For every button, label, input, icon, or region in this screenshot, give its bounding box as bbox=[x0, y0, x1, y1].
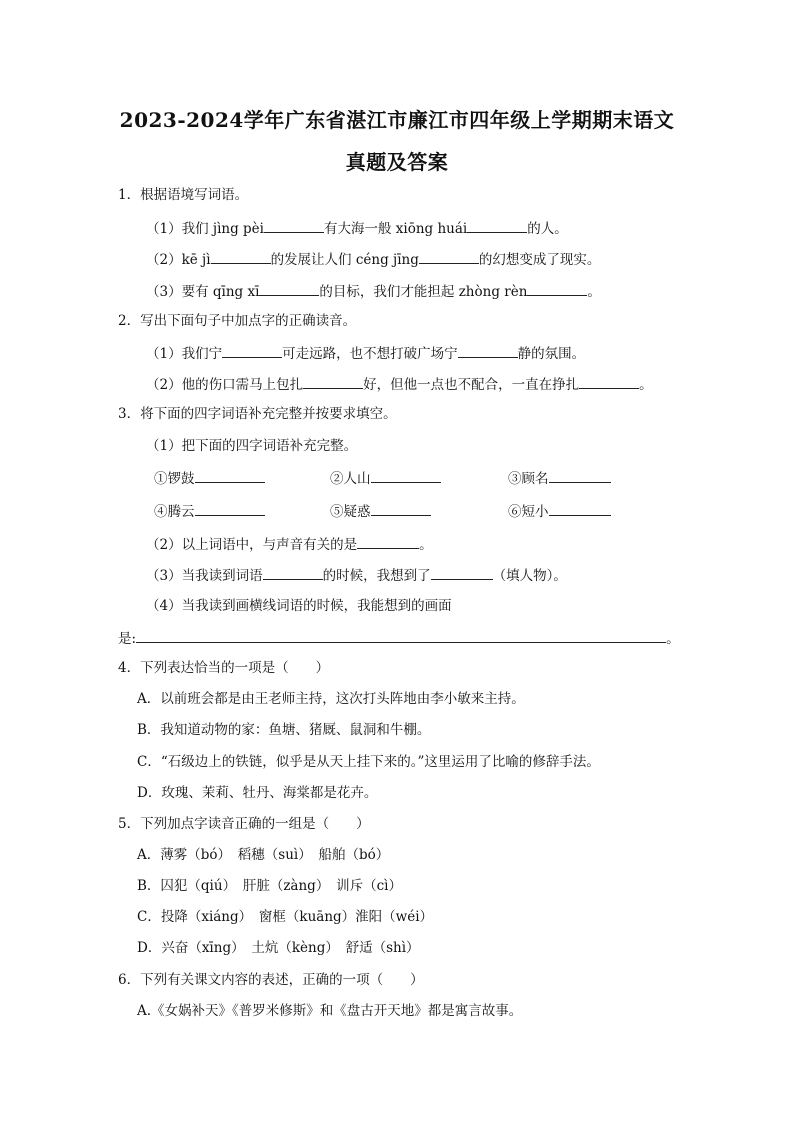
question-1-sub-3 bbox=[146, 281, 601, 301]
q2-s1-text-a: （1）我们宁 bbox=[146, 346, 223, 362]
q3-p3-text-c: （填人物）。 bbox=[492, 568, 567, 584]
idiom-item-3 bbox=[508, 468, 611, 488]
answer-blank[interactable] bbox=[419, 249, 479, 264]
question-4-option-c: C．“石级边上的铁链，似乎是从天上挂下来的。”这里运用了比喻的修辞手法。 bbox=[137, 754, 600, 770]
q1-s3-text-a: （3）要有 qīng xī bbox=[146, 284, 260, 300]
q3-p4b-text-a: 是: bbox=[118, 631, 137, 647]
q1-s2-text-c: 的幻想变成了现实。 bbox=[478, 252, 601, 268]
question-6-stem: 6．下列有关课文内容的表述，正确的一项（ ） bbox=[118, 972, 424, 988]
idiom-item-6 bbox=[508, 501, 611, 521]
document-title-line2: 真题及答案 bbox=[345, 150, 449, 174]
answer-blank[interactable] bbox=[549, 468, 611, 483]
answer-blank[interactable] bbox=[259, 281, 319, 296]
answer-blank[interactable] bbox=[527, 281, 587, 296]
idiom-item-2 bbox=[330, 468, 441, 488]
answer-blank[interactable] bbox=[458, 343, 518, 358]
q1-s1-text-c: 的人。 bbox=[527, 221, 568, 237]
answer-blank[interactable] bbox=[467, 218, 527, 233]
answer-blank[interactable] bbox=[549, 501, 611, 516]
question-4-option-d: D．玫瑰、茉莉、牡丹、海棠都是花卉。 bbox=[137, 785, 378, 801]
question-5-stem: 5．下列加点字读音正确的一组是（ ） bbox=[118, 816, 370, 832]
question-3-part-3 bbox=[146, 565, 567, 585]
question-3-part-4-answer bbox=[118, 628, 680, 648]
answer-blank[interactable] bbox=[195, 468, 265, 483]
idiom-item-text: ⑤疑惑 bbox=[330, 504, 371, 520]
q1-s1-text-b: 有大海一般 xiōng huái bbox=[323, 221, 468, 237]
q1-s3-text-b: 的目标，我们才能担起 zhòng rèn bbox=[319, 284, 528, 300]
q2-s2-text-a: （2）他的伤口需马上包扎 bbox=[146, 377, 304, 393]
q3-p2-text-a: （2）以上词语中，与声音有关的是 bbox=[146, 537, 358, 553]
idiom-item-text: ③顾名 bbox=[508, 471, 549, 487]
answer-blank[interactable] bbox=[579, 374, 639, 389]
question-3-part-2 bbox=[146, 534, 433, 554]
answer-blank[interactable] bbox=[357, 534, 419, 549]
question-6-option-a: A.《女娲补天》《普罗米修斯》和《盘古开天地》都是寓言故事。 bbox=[137, 1003, 523, 1019]
question-3-stem: 3．将下面的四字词语补充完整并按要求填空。 bbox=[118, 406, 397, 422]
answer-blank[interactable] bbox=[211, 249, 271, 264]
q3-p4b-text-b: 。 bbox=[666, 631, 680, 647]
q2-s1-text-c: 静的氛围。 bbox=[517, 346, 586, 362]
idiom-item-text: ①锣鼓 bbox=[154, 471, 195, 487]
question-2-sub-1 bbox=[146, 343, 585, 363]
question-4-option-b: B．我知道动物的家：鱼塘、猪厩、鼠洞和牛棚。 bbox=[137, 722, 431, 738]
question-4-option-a: A．以前班会都是由王老师主持，这次打头阵地由李小敏来主持。 bbox=[137, 691, 525, 707]
question-2-stem: 2．写出下面句子中加点字的正确读音。 bbox=[118, 313, 357, 329]
q1-s2-text-b: 的发展让人们 céng jīng bbox=[270, 252, 419, 268]
q3-p3-text-a: （3）当我读到词语 bbox=[146, 568, 263, 584]
answer-blank[interactable] bbox=[263, 565, 323, 580]
question-3-part-1: （1）把下面的四字词语补充完整。 bbox=[146, 438, 358, 454]
question-4-stem: 4．下列表达恰当的一项是（ ） bbox=[118, 660, 330, 676]
idiom-item-text: ④腾云 bbox=[154, 504, 195, 520]
question-5-option-b: B．囚犯（qiú） 肝脏（zàng） 训斥（cì） bbox=[137, 878, 402, 894]
q1-s3-text-c: 。 bbox=[587, 284, 601, 300]
question-1-sub-2 bbox=[146, 249, 600, 269]
question-5-option-c: C．投降（xiáng） 窗框（kuāng）淮阳（wéi） bbox=[137, 909, 434, 925]
answer-blank[interactable] bbox=[371, 501, 431, 516]
question-3-part-4: （4）当我读到画横线词语的时候，我能想到的画面 bbox=[146, 598, 452, 614]
q2-s2-text-c: 。 bbox=[639, 377, 653, 393]
answer-blank[interactable] bbox=[264, 218, 324, 233]
idiom-item-text: ⑥短小 bbox=[508, 504, 549, 520]
question-2-sub-2 bbox=[146, 374, 653, 394]
q1-s1-text-a: （1）我们 jìng pèi bbox=[146, 221, 264, 237]
q1-s2-text-a: （2）kē jì bbox=[146, 252, 211, 268]
document-title-line1: 2023-2024学年广东省湛江市廉江市四年级上学期期末语文 bbox=[119, 108, 675, 132]
answer-blank[interactable] bbox=[195, 501, 265, 516]
question-5-option-a: A．薄雾（bó） 稻穗（suì） 船舶（bó） bbox=[137, 847, 390, 863]
answer-blank[interactable] bbox=[303, 374, 363, 389]
idiom-item-4 bbox=[154, 501, 265, 521]
answer-blank[interactable] bbox=[431, 565, 493, 580]
q3-p2-text-b: 。 bbox=[419, 537, 433, 553]
question-1-stem: 1．根据语境写词语。 bbox=[118, 187, 249, 203]
answer-blank-long[interactable] bbox=[136, 628, 666, 643]
idiom-item-1 bbox=[154, 468, 265, 488]
answer-blank[interactable] bbox=[371, 468, 441, 483]
question-1-sub-1 bbox=[146, 218, 568, 238]
q3-p3-text-b: 的时候，我想到了 bbox=[322, 568, 431, 584]
q2-s1-text-b: 可走远路，也不想打破广场宁 bbox=[282, 346, 458, 362]
answer-blank[interactable] bbox=[222, 343, 282, 358]
question-5-option-d: D．兴奋（xīng） 土炕（kèng） 舒适（shì） bbox=[137, 940, 420, 956]
idiom-item-5 bbox=[330, 501, 431, 521]
q2-s2-text-b: 好，但他一点也不配合，一直在挣扎 bbox=[363, 377, 580, 393]
idiom-item-text: ②人山 bbox=[330, 471, 371, 487]
